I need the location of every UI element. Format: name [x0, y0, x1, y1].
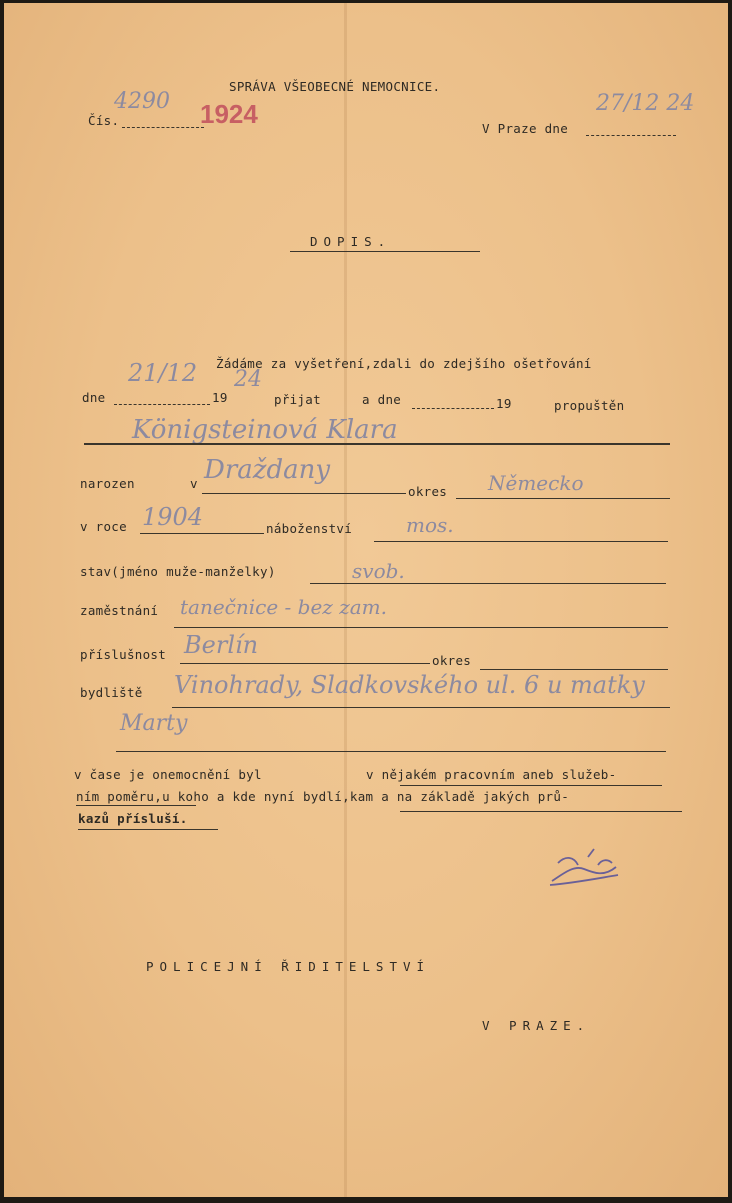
marital-status-line — [310, 583, 666, 584]
request-text: Žádáme za vyšetření,zdali do zdejšího ošetřování — [216, 356, 592, 371]
marital-status-handwritten: svob. — [352, 559, 405, 583]
employment-line-1 — [400, 785, 662, 786]
domicile-line — [180, 663, 430, 664]
religion-handwritten: mos. — [406, 513, 454, 537]
residence-handwritten-line1: Vinohrady, Sladkovského ul. 6 u matky — [174, 671, 645, 699]
residence-line-1 — [172, 707, 670, 708]
district-label-1: okres — [408, 484, 448, 499]
date-line — [586, 135, 676, 136]
admitted-date-label: dne — [82, 390, 106, 405]
document-title: DOPIS. — [310, 234, 392, 249]
residence-handwritten-line2: Marty — [120, 711, 188, 736]
released-date-line — [412, 408, 494, 409]
admitted-date-handwritten: 21/12 — [128, 359, 198, 387]
year-prefix-2: 19 — [496, 396, 512, 411]
occupation-handwritten: tanečnice - bez zam. — [180, 595, 387, 619]
date-handwritten: 27/12 24 — [596, 91, 695, 116]
birth-district-handwritten: Německo — [488, 471, 584, 495]
addressee-line-1: POLICEJNÍ ŘIDITELSTVÍ — [146, 959, 431, 974]
released-label: propuštěn — [554, 398, 625, 413]
employment-text-2: ním poměru,u koho a kde nyní bydlí,kam a na základě jakých prů- — [76, 789, 570, 804]
birthplace-line — [202, 493, 406, 494]
patient-name-handwritten: Königsteinová Klara — [132, 415, 398, 445]
religion-label: náboženství — [266, 521, 353, 536]
year-stamp: 1924 — [200, 99, 258, 129]
born-in-label: v — [190, 476, 198, 491]
admitted-date-line — [114, 404, 210, 405]
employment-text-1b: v nějakém pracovním aneb služeb- — [366, 767, 617, 782]
domicile-label: příslušnost — [80, 647, 167, 662]
occupation-line — [174, 627, 668, 628]
employment-line-3 — [78, 829, 218, 830]
number-line — [122, 127, 204, 128]
signature-scribble — [544, 843, 624, 893]
employment-line-2b — [400, 811, 682, 812]
birthplace-handwritten: Draždany — [204, 455, 331, 485]
document-page — [4, 3, 728, 1197]
number-label: Čís. — [88, 113, 120, 128]
admitted-label: přijat — [274, 392, 321, 407]
occupation-label: zaměstnání — [80, 603, 159, 618]
admitted-year-handwritten: 24 — [234, 367, 262, 392]
released-date-label: a dne — [362, 392, 402, 407]
employment-text-1a: v čase je onemocnění byl — [74, 767, 262, 782]
employment-line-2a — [76, 805, 196, 806]
employment-text-3: kazů přísluší. — [78, 811, 188, 826]
religion-line — [374, 541, 668, 542]
domicile-handwritten: Berlín — [184, 631, 259, 659]
born-label: narozen — [80, 476, 135, 491]
birth-year-line — [140, 533, 264, 534]
title-underline — [290, 251, 480, 252]
name-line — [84, 443, 670, 445]
residence-label: bydliště — [80, 685, 143, 700]
addressee-line-2: V PRAZE. — [482, 1018, 591, 1033]
institution-header: SPRÁVA VŠEOBECNÉ NEMOCNICE. — [229, 79, 441, 94]
domicile-district-line — [480, 669, 668, 670]
birth-year-handwritten: 1904 — [142, 503, 204, 531]
year-prefix-1: 19 — [212, 390, 228, 405]
district-label-2: okres — [432, 653, 472, 668]
birth-district-line — [456, 498, 670, 499]
place-date-label: V Praze dne — [482, 121, 569, 136]
birth-year-label: v roce — [80, 519, 127, 534]
residence-line-2 — [116, 751, 666, 752]
marital-status-label: stav(jméno muže-manželky) — [80, 564, 276, 579]
number-handwritten: 4290 — [114, 89, 170, 114]
